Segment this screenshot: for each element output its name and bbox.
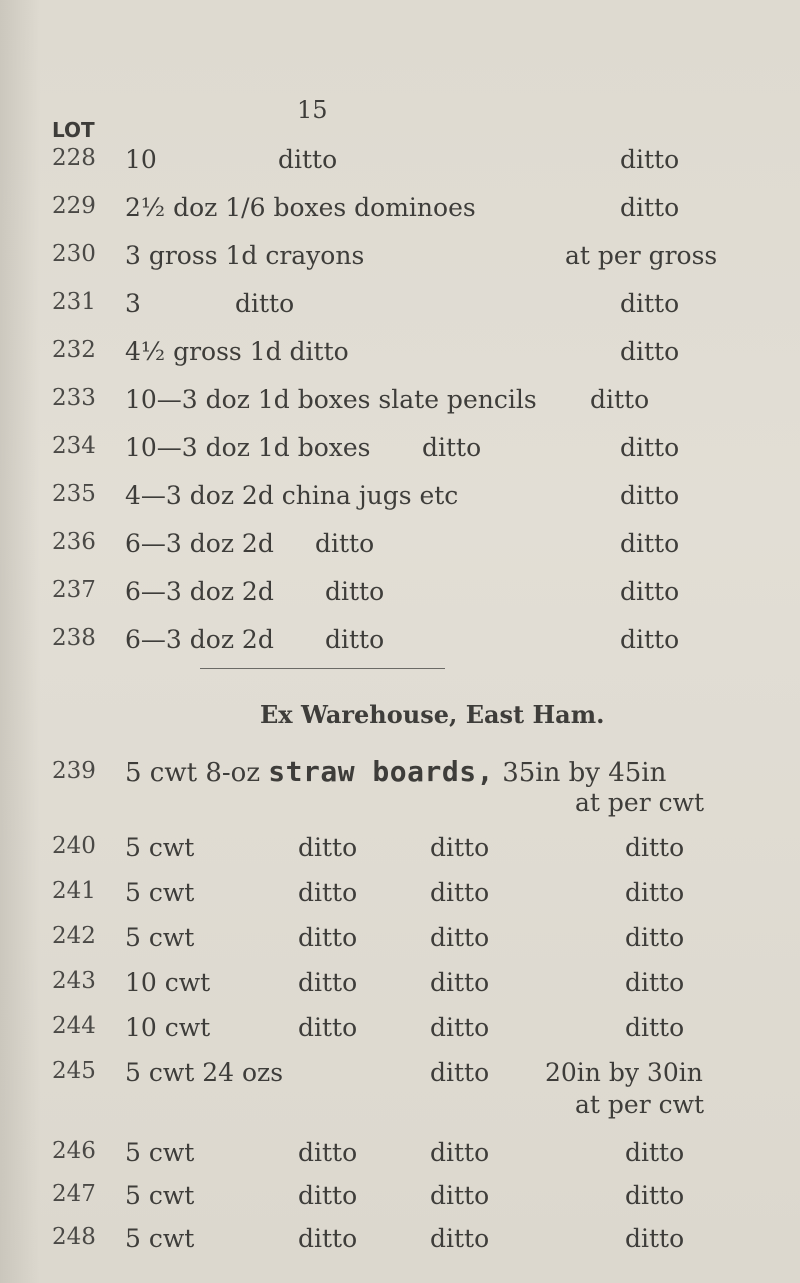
ditto-column-3: ditto <box>430 923 490 952</box>
ditto-column-2: ditto <box>298 968 358 997</box>
ditto-column-2: ditto <box>298 1013 358 1042</box>
ditto-column-2: ditto <box>325 625 385 654</box>
lot-number: 248 <box>52 1224 96 1250</box>
lot-number: 235 <box>52 481 96 507</box>
quantity: 10 cwt <box>125 1013 211 1042</box>
ditto-column-3: ditto <box>430 968 490 997</box>
board-size: 35in by 45in <box>502 758 667 788</box>
ditto-column-3: ditto <box>430 1138 490 1167</box>
lot-number: 238 <box>52 625 96 651</box>
ditto-column-2: ditto <box>278 145 338 174</box>
price-column: ditto <box>620 481 680 510</box>
price-column: ditto <box>625 833 685 862</box>
lot-number: 242 <box>52 923 96 949</box>
quantity: 5 cwt <box>125 878 195 907</box>
lot-number: 245 <box>52 1058 96 1084</box>
lot-number: 229 <box>52 193 96 219</box>
quantity: 5 cwt <box>125 923 195 952</box>
ditto-column-2: ditto <box>325 577 385 606</box>
page-number: 15 <box>297 96 328 124</box>
price-column: ditto <box>625 923 685 952</box>
lot-number: 228 <box>52 145 96 171</box>
lot-number: 236 <box>52 529 96 555</box>
lot-number: 244 <box>52 1013 96 1039</box>
lot-number: 240 <box>52 833 96 859</box>
ditto-column-2: ditto <box>235 289 295 318</box>
price-column: ditto <box>620 577 680 606</box>
lot-number: 237 <box>52 577 96 603</box>
item-name: straw boards, <box>268 755 494 788</box>
quantity: 5 cwt 24 ozs <box>125 1058 284 1087</box>
quantity: 5 cwt <box>125 1138 195 1167</box>
price-column: ditto <box>590 385 650 414</box>
section-heading: Ex Warehouse, East Ham. <box>260 700 605 729</box>
price-column: ditto <box>625 1181 685 1210</box>
lot-description: 3 gross 1d crayons <box>125 241 365 270</box>
price-column: ditto <box>625 1138 685 1167</box>
lot-description: 3 <box>125 289 141 318</box>
ditto-column-2: ditto <box>422 433 482 462</box>
ditto-column-2: ditto <box>298 1138 358 1167</box>
price-column: ditto <box>620 145 680 174</box>
lot-number: 246 <box>52 1138 96 1164</box>
quantity: 10 cwt <box>125 968 211 997</box>
ditto-column-3: ditto <box>430 1013 490 1042</box>
ditto-column-3: ditto <box>430 878 490 907</box>
price-column: at per cwt <box>575 1090 705 1119</box>
ditto-column-2: ditto <box>298 833 358 862</box>
ditto-column-2: ditto <box>298 923 358 952</box>
quantity: 5 cwt 8-oz <box>125 758 261 788</box>
price-column: ditto <box>620 289 680 318</box>
quantity: 5 cwt <box>125 1224 195 1253</box>
price-column: ditto <box>620 625 680 654</box>
price-column: ditto <box>620 433 680 462</box>
section-divider <box>200 668 445 669</box>
quantity: 5 cwt <box>125 833 195 862</box>
ditto-column-3: ditto <box>430 1181 490 1210</box>
price-column: ditto <box>625 1224 685 1253</box>
price-column: at per cwt <box>575 788 705 817</box>
lot-number: 233 <box>52 385 96 411</box>
lot-number: 241 <box>52 878 96 904</box>
ditto-column-2: ditto <box>298 1181 358 1210</box>
price-column: ditto <box>620 193 680 222</box>
lot-description: 10—3 doz 1d boxes <box>125 433 371 462</box>
ditto-column-3: ditto <box>430 1058 490 1087</box>
ditto-column-2: ditto <box>315 529 375 558</box>
price-column: ditto <box>625 1013 685 1042</box>
quantity: 5 cwt <box>125 1181 195 1210</box>
lot-description: 10 <box>125 145 157 174</box>
lot-number: 243 <box>52 968 96 994</box>
ditto-column-2: ditto <box>298 1224 358 1253</box>
lot-description: 6—3 doz 2d <box>125 529 274 558</box>
board-size: 20in by 30in <box>545 1058 703 1087</box>
price-column: ditto <box>625 968 685 997</box>
lot-description: 6—3 doz 2d <box>125 577 274 606</box>
lot-number: 247 <box>52 1181 96 1207</box>
lot-description: 2½ doz 1/6 boxes dominoes <box>125 193 476 222</box>
price-column: at per gross <box>565 241 718 270</box>
lot-number: 231 <box>52 289 96 315</box>
price-column: ditto <box>625 878 685 907</box>
lot-number: 230 <box>52 241 96 267</box>
lot-description <box>125 755 667 788</box>
price-column: ditto <box>620 529 680 558</box>
lot-description: 4½ gross 1d ditto <box>125 337 349 366</box>
ditto-column-3: ditto <box>430 1224 490 1253</box>
lot-column-heading: LOT <box>52 118 95 142</box>
ditto-column-3: ditto <box>430 833 490 862</box>
lot-description: 10—3 doz 1d boxes slate pencils <box>125 385 537 414</box>
ditto-column-2: ditto <box>298 878 358 907</box>
lot-number: 232 <box>52 337 96 363</box>
lot-number: 234 <box>52 433 96 459</box>
lot-description: 4—3 doz 2d china jugs etc <box>125 481 459 510</box>
lot-number: 239 <box>52 758 96 784</box>
page-edge-shadow <box>0 0 40 1283</box>
price-column: ditto <box>620 337 680 366</box>
lot-description: 6—3 doz 2d <box>125 625 274 654</box>
